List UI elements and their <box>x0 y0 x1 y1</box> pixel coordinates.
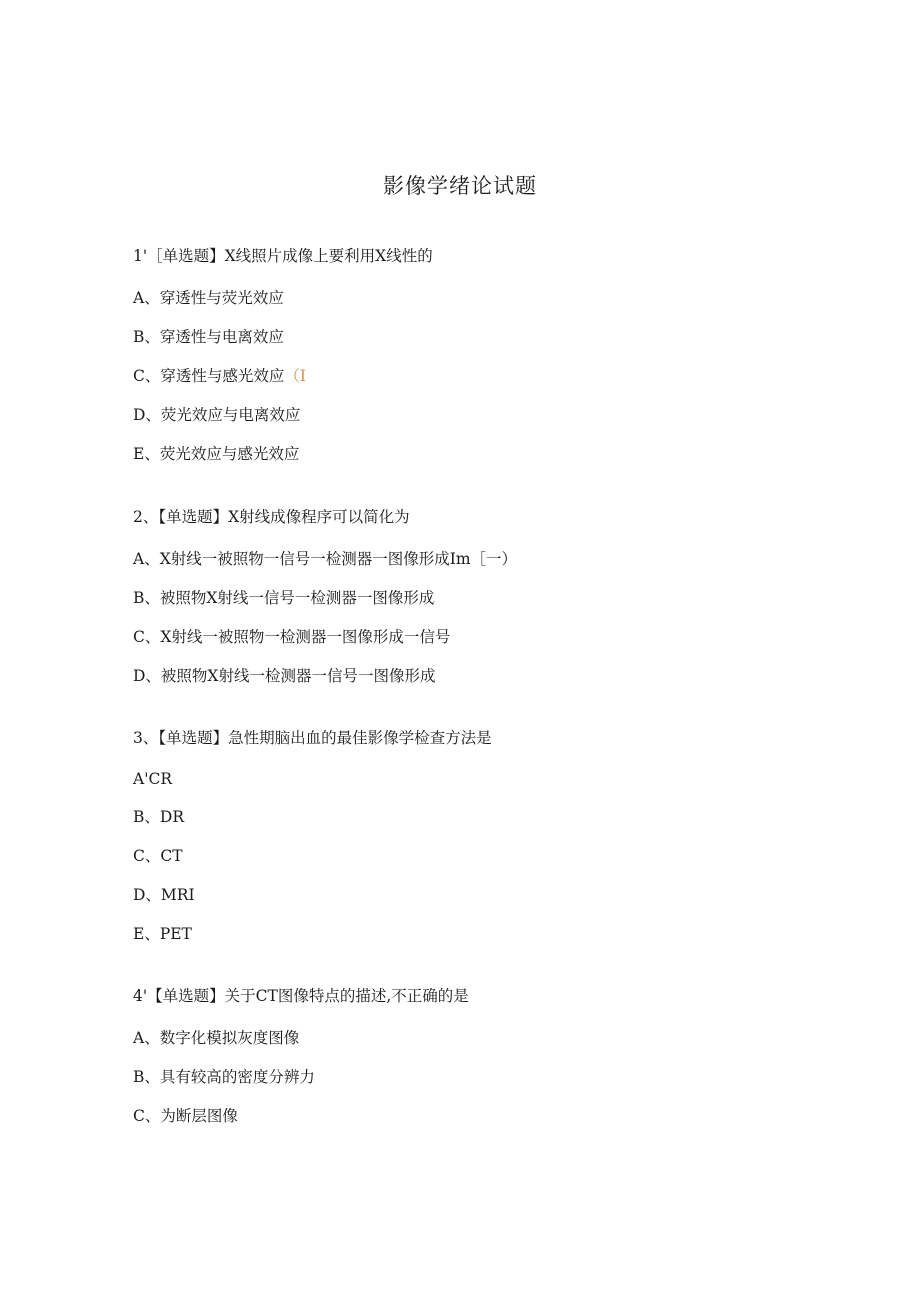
question-1-option-c <box>133 366 306 386</box>
question-3-option-d: D、MRI <box>133 886 195 904</box>
question-1-option-a: A、穿透性与荧光效应 <box>133 289 284 307</box>
question-4-stem: 4'【单选题】关于CT图像特点的描述,不正确的是 <box>133 987 469 1005</box>
question-4-option-a: A、数字化模拟灰度图像 <box>133 1029 300 1047</box>
question-1-stem: 1'［单选题】X线照片成像上要利用X线性的 <box>133 247 433 265</box>
question-2-option-b: B、被照物X射线一信号一检测器一图像形成 <box>133 589 435 607</box>
question-1-option-e: E、荧光效应与感光效应 <box>133 445 300 463</box>
answer-mark: （I <box>284 367 306 385</box>
document-title: 影像学绪论试题 <box>383 174 537 198</box>
question-3-stem: 3、【单选题】急性期脑出血的最佳影像学检查方法是 <box>133 729 492 747</box>
question-4-option-c: C、为断层图像 <box>133 1107 238 1125</box>
question-2-option-c: C、X射线一被照物一检测器一图像形成一信号 <box>133 628 451 646</box>
question-4-option-b: B、具有较高的密度分辨力 <box>133 1068 315 1086</box>
question-3-option-a: A'CR <box>133 770 172 788</box>
question-3-option-e: E、PET <box>133 925 192 943</box>
question-2-option-a: A、X射线一被照物一信号一检测器一图像形成Im［一） <box>133 550 518 568</box>
question-1-option-b: B、穿透性与电离效应 <box>133 328 284 346</box>
question-3-option-c: C、CT <box>133 847 183 865</box>
question-2-stem: 2、【单选题】X射线成像程序可以简化为 <box>133 508 410 526</box>
question-2-option-d: D、被照物X射线一检测器一信号一图像形成 <box>133 667 436 685</box>
question-3-option-b: B、DR <box>133 808 184 826</box>
question-1-option-d: D、荧光效应与电离效应 <box>133 406 301 424</box>
option-c-text: C、穿透性与感光效应 <box>133 367 285 385</box>
